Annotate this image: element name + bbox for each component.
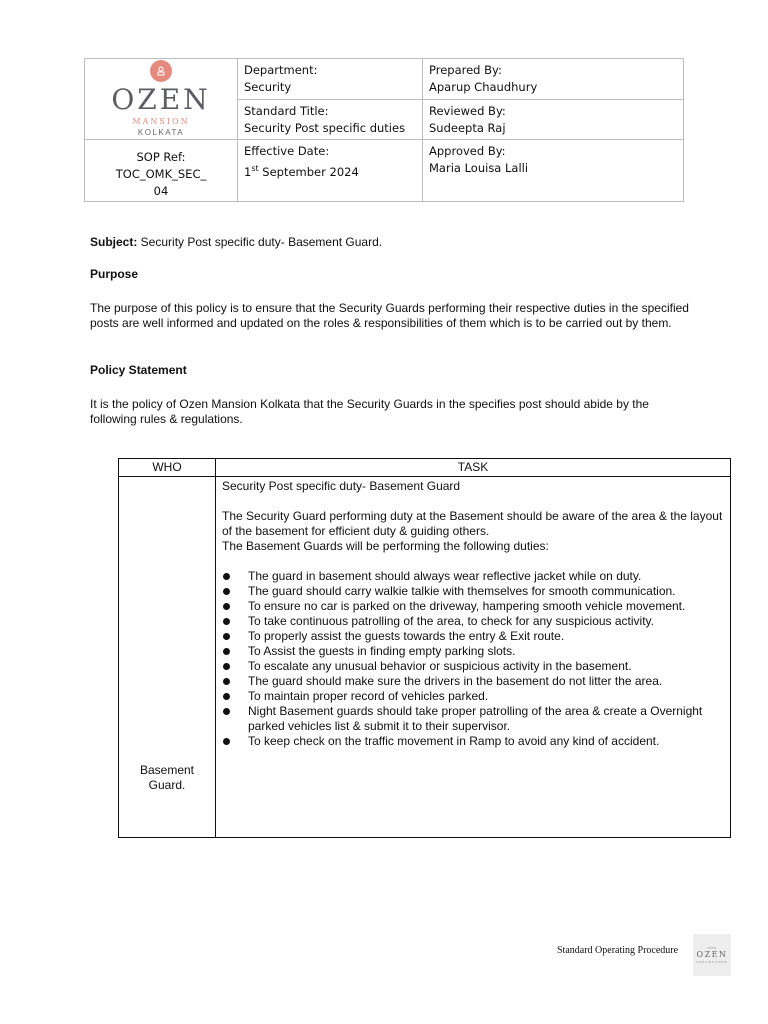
duty-list xyxy=(222,569,724,749)
effective-date-value xyxy=(244,160,416,181)
logo-cell xyxy=(85,59,238,140)
reviewed-by-cell xyxy=(423,99,684,140)
effective-date-label: Effective Date: xyxy=(244,144,330,159)
footer-logo-word: OZEN xyxy=(696,950,728,959)
standard-title-cell xyxy=(238,99,423,140)
duty-table xyxy=(118,458,731,838)
purpose-text: The purpose of this policy is to ensure that the Security Guards performing their respective duties in the specified posts are well informed and updated on the roles & responsibilities of them which is to be carried out by them. xyxy=(90,301,689,330)
footer-logo-top: THE xyxy=(707,946,717,950)
bullet-icon xyxy=(223,663,230,670)
duty-item: To keep check on the traffic movement in Ramp to avoid any kind of accident. xyxy=(222,734,724,749)
bullet-icon xyxy=(223,678,230,685)
prepared-by-value: Aparup Chaudhury xyxy=(429,80,538,94)
bullet-icon xyxy=(223,603,230,610)
who-column-header: WHO xyxy=(119,459,216,477)
logo-emblem-icon xyxy=(150,60,172,82)
task-title: Security Post specific duty- Basement Guard xyxy=(222,479,461,493)
duty-item: The guard in basement should always wear reflective jacket while on duty. xyxy=(222,569,724,584)
effective-month-year: September 2024 xyxy=(258,165,359,180)
effective-day: 1 xyxy=(244,165,252,180)
duty-item: To ensure no car is parked on the driveway, hampering smooth vehicle movement. xyxy=(222,599,724,614)
task-intro-duties: The Basement Guards will be performing the following duties: xyxy=(222,539,549,553)
bullet-icon xyxy=(223,648,230,655)
logo-subtitle: MANSION xyxy=(132,117,190,127)
department-cell xyxy=(238,59,423,100)
sop-ref-line1: SOP Ref: TOC_OMK_SEC_ xyxy=(115,150,207,182)
duty-item: To take continuous patrolling of the area, to check for any suspicious activity. xyxy=(222,614,724,629)
sop-ref-line2: 04 xyxy=(153,184,169,199)
prepared-by-cell xyxy=(423,59,684,100)
duty-item: To maintain proper record of vehicles parked. xyxy=(222,689,724,704)
bullet-icon xyxy=(223,738,230,745)
approved-by-value: Maria Louisa Lalli xyxy=(429,161,529,176)
effective-day-suffix: st xyxy=(251,164,259,174)
duty-item: To Assist the guests in finding empty parking slots. xyxy=(222,644,724,659)
task-cell xyxy=(216,477,731,838)
ozen-logo xyxy=(85,60,237,138)
reviewed-by-value: Sudeepta Raj xyxy=(429,120,506,135)
who-value-line2: Guard. xyxy=(148,778,186,792)
effective-date-cell xyxy=(238,140,423,202)
logo-wordmark: OZEN xyxy=(111,83,211,117)
policy-text: It is the policy of Ozen Mansion Kolkata that the Security Guards in the specifies post should abide by the following rules & regulations. xyxy=(90,397,649,426)
bullet-icon xyxy=(223,588,230,595)
subject-text: Security Post specific duty- Basement Guard. xyxy=(137,235,383,249)
policy-heading: Policy Statement xyxy=(90,363,187,377)
approved-by-label: Approved By: xyxy=(429,144,506,159)
department-value: Security xyxy=(244,80,292,94)
who-cell xyxy=(119,477,216,838)
subject-line xyxy=(90,235,690,250)
bullet-icon xyxy=(223,693,230,700)
duty-item: The guard should carry walkie talkie with themselves for smooth communication. xyxy=(222,584,724,599)
duty-item: The guard should make sure the drivers in the basement do not litter the area. xyxy=(222,674,724,689)
standard-title-label: Standard Title: xyxy=(244,103,329,118)
footer-logo-sub: COLLECTION xyxy=(696,960,728,964)
sop-ref-cell xyxy=(85,140,238,202)
task-intro: The Security Guard performing duty at the Basement should be aware of the area & the layout of the basement for efficient duty & guiding others. xyxy=(222,509,723,538)
bullet-icon xyxy=(223,633,230,640)
department-label: Department: xyxy=(244,63,318,77)
header-table xyxy=(84,58,684,202)
duty-item: Night Basement guards should take proper patrolling of the area & create a Overnight parked vehicles list & submit it to their supervisor. xyxy=(222,704,724,734)
who-value-line1: Basement xyxy=(139,763,195,777)
bullet-icon xyxy=(223,618,230,625)
task-column-header: TASK xyxy=(216,459,731,477)
duty-item: To escalate any unusual behavior or suspicious activity in the basement. xyxy=(222,659,724,674)
purpose-heading: Purpose xyxy=(90,267,139,281)
subject-label: Subject: xyxy=(90,235,138,249)
reviewed-by-label: Reviewed By: xyxy=(429,103,506,118)
duty-item: To properly assist the guests towards the entry & Exit route. xyxy=(222,629,724,644)
bullet-icon xyxy=(223,708,230,715)
standard-title-value: Security Post specific duties xyxy=(244,120,406,135)
prepared-by-label: Prepared By: xyxy=(429,63,502,77)
approved-by-cell xyxy=(423,140,684,202)
bullet-icon xyxy=(223,573,230,580)
footer-text: Standard Operating Procedure xyxy=(557,945,679,956)
footer-logo xyxy=(693,934,731,976)
logo-city: KOLKATA xyxy=(137,128,185,138)
